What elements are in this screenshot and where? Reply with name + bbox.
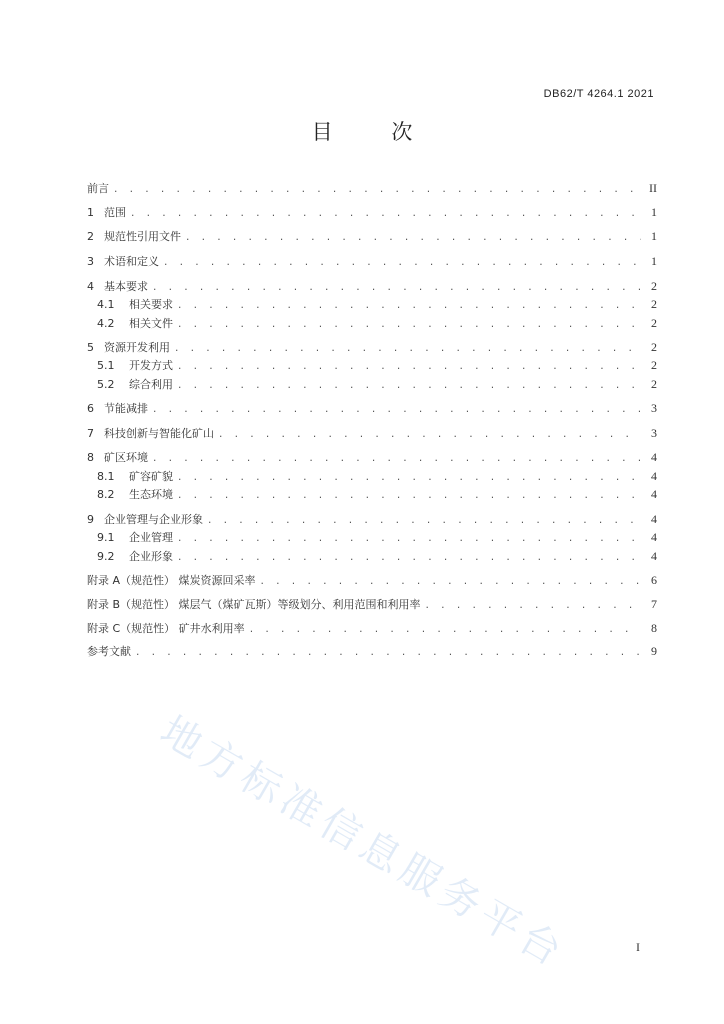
toc-entry-page: 4 bbox=[651, 469, 657, 483]
toc-entry-title: 前言 bbox=[87, 182, 109, 195]
page-number: I bbox=[636, 940, 640, 954]
toc-entry[interactable] bbox=[87, 339, 657, 355]
toc-entry[interactable] bbox=[87, 572, 657, 588]
toc-entry[interactable] bbox=[87, 425, 657, 441]
toc-entry-number: 8.1 bbox=[97, 470, 115, 483]
toc-entry[interactable] bbox=[87, 228, 657, 244]
toc-entry-title: 范围 bbox=[104, 206, 126, 219]
toc-entry-number: 9.2 bbox=[97, 550, 115, 563]
toc-entry-page: 2 bbox=[651, 279, 657, 293]
toc-entry-title: 科技创新与智能化矿山 bbox=[104, 427, 214, 440]
toc-entry[interactable] bbox=[87, 548, 657, 564]
toc-entry-title: 综合利用 bbox=[129, 378, 173, 391]
toc-entry-number: 1 bbox=[87, 206, 94, 219]
toc-entry-page: 3 bbox=[651, 401, 657, 415]
toc-entry-number: 9.1 bbox=[97, 531, 115, 544]
toc-entry-page: 2 bbox=[651, 358, 657, 372]
toc-entry-page: 4 bbox=[651, 450, 657, 464]
toc-entry-title: 节能减排 bbox=[104, 402, 148, 415]
toc-entry-title: 附录 A（规范性） 煤炭资源回采率 bbox=[87, 574, 256, 587]
toc-entry-title: 企业管理 bbox=[129, 531, 173, 544]
toc-dot-leader bbox=[177, 320, 641, 330]
toc-entry-page: 1 bbox=[651, 229, 657, 243]
toc-entry-page: 2 bbox=[651, 340, 657, 354]
toc-dot-leader bbox=[249, 625, 641, 635]
toc-entry-title: 附录 B（规范性） 煤层气（煤矿瓦斯）等级划分、利用范围和利用率 bbox=[87, 598, 421, 611]
toc-dot-leader bbox=[177, 553, 641, 563]
toc-entry-title: 开发方式 bbox=[129, 359, 173, 372]
toc-dot-leader bbox=[177, 362, 641, 372]
watermark: 地方标准信息服务平台 bbox=[152, 707, 574, 978]
toc-entry-title: 相关要求 bbox=[129, 298, 173, 311]
toc-dot-leader bbox=[177, 381, 641, 391]
toc-entry[interactable] bbox=[87, 596, 657, 612]
toc-entry[interactable] bbox=[87, 449, 657, 465]
document-code: DB62/T 4264.1 2021 bbox=[543, 88, 654, 100]
toc-entry-page: 4 bbox=[651, 487, 657, 501]
toc-entry[interactable] bbox=[87, 315, 657, 331]
toc-entry-page: 7 bbox=[651, 597, 657, 611]
toc-dot-leader bbox=[113, 185, 641, 195]
toc-entry-title: 术语和定义 bbox=[104, 255, 159, 268]
toc-entry-title: 企业形象 bbox=[129, 550, 173, 563]
toc-dot-leader bbox=[177, 473, 641, 483]
toc-dot-leader bbox=[260, 577, 641, 587]
toc-entry-number: 2 bbox=[87, 230, 94, 243]
page-title: 目 次 bbox=[311, 120, 439, 144]
toc-entry-title: 资源开发利用 bbox=[104, 341, 170, 354]
toc-entry-title: 矿容矿貌 bbox=[129, 470, 173, 483]
toc-entry-number: 7 bbox=[87, 427, 94, 440]
toc-entry-page: 6 bbox=[651, 573, 657, 587]
toc-entry-title: 参考文献 bbox=[87, 645, 131, 658]
toc-entry[interactable] bbox=[87, 511, 657, 527]
toc-entry-number: 5.1 bbox=[97, 359, 115, 372]
toc-entry-page: 1 bbox=[651, 254, 657, 268]
toc-dot-leader bbox=[163, 258, 641, 268]
toc-dot-leader bbox=[152, 283, 641, 293]
toc-dot-leader bbox=[174, 344, 641, 354]
toc-entry[interactable] bbox=[87, 643, 657, 659]
toc-entry[interactable] bbox=[87, 620, 657, 636]
toc-entry-page: 4 bbox=[651, 549, 657, 563]
toc-entry[interactable] bbox=[87, 180, 657, 196]
toc-dot-leader bbox=[135, 648, 641, 658]
toc-entry-page: 2 bbox=[651, 297, 657, 311]
toc-entry-number: 8.2 bbox=[97, 488, 115, 501]
toc-dot-leader bbox=[177, 534, 641, 544]
toc-entry-title: 企业管理与企业形象 bbox=[104, 513, 203, 526]
toc-entry-number: 6 bbox=[87, 402, 94, 415]
toc-dot-leader bbox=[177, 491, 641, 501]
toc-entry-number: 8 bbox=[87, 451, 94, 464]
toc-entry[interactable] bbox=[87, 376, 657, 392]
toc-entry[interactable] bbox=[87, 253, 657, 269]
toc-dot-leader bbox=[130, 209, 641, 219]
toc-entry-title: 规范性引用文件 bbox=[104, 230, 181, 243]
toc-entry-page: 9 bbox=[651, 644, 657, 658]
toc-entry[interactable] bbox=[87, 400, 657, 416]
toc-entry-number: 4.2 bbox=[97, 317, 115, 330]
toc-entry[interactable] bbox=[87, 529, 657, 545]
toc-entry[interactable] bbox=[87, 278, 657, 294]
toc-entry[interactable] bbox=[87, 468, 657, 484]
toc-entry[interactable] bbox=[87, 204, 657, 220]
toc-entry-number: 3 bbox=[87, 255, 94, 268]
toc-dot-leader bbox=[185, 233, 641, 243]
toc-dot-leader bbox=[152, 405, 641, 415]
toc-entry-page: 4 bbox=[651, 512, 657, 526]
toc-dot-leader bbox=[152, 454, 641, 464]
toc-entry-title: 相关文件 bbox=[129, 317, 173, 330]
toc-dot-leader bbox=[425, 601, 641, 611]
toc-entry-page: 3 bbox=[651, 426, 657, 440]
toc-entry-number: 4 bbox=[87, 280, 94, 293]
toc-entry[interactable] bbox=[87, 357, 657, 373]
toc-entry-page: 4 bbox=[651, 530, 657, 544]
toc-entry-number: 4.1 bbox=[97, 298, 115, 311]
toc-dot-leader bbox=[177, 301, 641, 311]
toc-dot-leader bbox=[207, 516, 641, 526]
toc-entry[interactable] bbox=[87, 296, 657, 312]
toc-entry-page: II bbox=[649, 181, 657, 195]
toc-entry-number: 9 bbox=[87, 513, 94, 526]
toc-entry-page: 8 bbox=[651, 621, 657, 635]
toc-entry-number: 5 bbox=[87, 341, 94, 354]
toc-entry-title: 附录 C（规范性） 矿井水利用率 bbox=[87, 622, 245, 635]
toc-entry-title: 生态环境 bbox=[129, 488, 173, 501]
toc-entry[interactable] bbox=[87, 486, 657, 502]
toc-entry-title: 基本要求 bbox=[104, 280, 148, 293]
toc-entry-number: 5.2 bbox=[97, 378, 115, 391]
toc-dot-leader bbox=[218, 430, 641, 440]
toc-entry-page: 1 bbox=[651, 205, 657, 219]
toc-entry-page: 2 bbox=[651, 316, 657, 330]
toc-entry-page: 2 bbox=[651, 377, 657, 391]
toc-entry-title: 矿区环境 bbox=[104, 451, 148, 464]
